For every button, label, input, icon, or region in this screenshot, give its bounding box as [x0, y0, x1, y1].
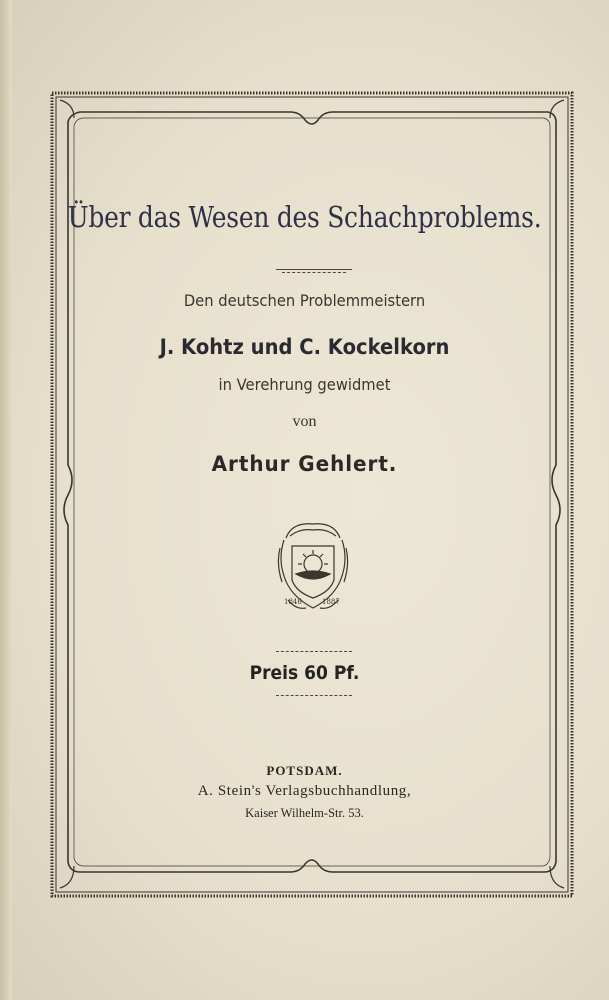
price-rule-top	[276, 651, 352, 652]
price-label: Preis 60 Pf.	[249, 662, 360, 684]
by-label: von	[292, 413, 317, 430]
crest-year-right: 1887	[322, 598, 340, 606]
price-rule-bottom	[276, 695, 352, 696]
dedication-line-1: Den deutschen Problemmeistern	[183, 291, 426, 310]
dedication-line-2: in Verehrung gewidmet	[218, 375, 391, 394]
imprint-place: POTSDAM.	[266, 763, 343, 778]
title-divider	[276, 269, 352, 270]
dedication-names: J. Kohtz und C. Kockelkorn	[159, 335, 450, 359]
imprint-publisher: A. Stein's Verlagsbuchhandlung,	[197, 783, 412, 799]
book-title: Über das Wesen des Schachproblems.	[67, 200, 542, 234]
crest-year-left: 1846	[284, 598, 302, 606]
imprint-address: Kaiser Wilhelm-Str. 53.	[245, 806, 364, 820]
author-name: Arthur Gehlert.	[211, 452, 398, 476]
